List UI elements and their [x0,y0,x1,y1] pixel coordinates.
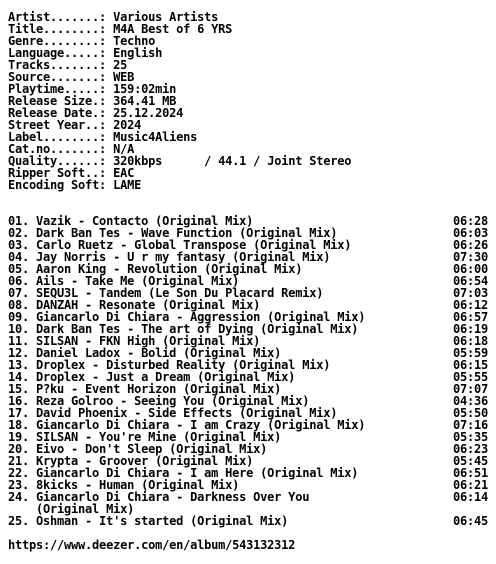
info-value: 320kbps / 44.1 / Joint Stereo [113,154,352,168]
track-duration: 06:26 [452,238,488,252]
info-value: N/A [113,142,135,156]
track-title: 18. Giancarlo Di Chiara - I am Crazy (Original Mix) [8,418,366,432]
info-label: Street Year..: [8,118,107,132]
info-value: Music4Aliens [113,130,198,144]
info-label: Playtime.....: [8,82,107,96]
track-title-continuation: (Original Mix) [8,502,135,516]
info-value: M4A Best of 6 YRS [113,22,233,36]
track-duration: 06:15 [452,358,488,372]
info-value: Techno [113,34,156,48]
track-duration: 05:45 [452,454,488,468]
release-info-document [8,11,490,551]
info-label: Encoding Soft: [8,178,107,192]
track-duration: 06:14 [452,490,488,504]
track-duration: 06:19 [452,322,488,336]
track-title: 02. Dark Ban Tes - Wave Function (Original Mix) [8,226,338,240]
track-duration: 07:03 [452,286,488,300]
track-title: 01. Vazik - Contacto (Original Mix) [8,214,254,228]
info-value: Various Artists [113,10,219,24]
track-duration: 05:50 [452,406,488,420]
track-duration: 07:07 [452,382,488,396]
info-value: EAC [113,166,135,180]
info-label: Language.....: [8,46,107,60]
track-title: 03. Carlo Ruetz - Global Transpose (Original Mix) [8,238,352,252]
info-label: Release Size.: [8,94,107,108]
track-duration: 06:45 [452,514,488,528]
info-value: 159:02min [113,82,177,96]
info-label: Ripper Soft..: [8,166,107,180]
track-duration: 07:30 [452,250,488,264]
track-duration: 06:18 [452,334,488,348]
info-value: 25.12.2024 [113,106,184,120]
track-duration: 06:21 [452,478,488,492]
track-title: 16. Reza Golroo - Seeing You (Original Mix) [8,394,310,408]
info-label: Title........: [8,22,107,36]
tracklist [8,215,490,527]
track-duration: 07:16 [452,418,488,432]
track-duration: 04:36 [452,394,488,408]
track-duration: 06:03 [452,226,488,240]
info-value: 2024 [113,118,142,132]
track-title: 13. Droplex - Disturbed Reality (Original Mix) [8,358,331,372]
release-info-block [8,11,490,191]
track-duration: 06:54 [452,274,488,288]
track-title: 08. DANZAH - Resonate (Original Mix) [8,298,261,312]
spacer [8,191,490,215]
track-row [8,515,490,527]
info-label: Cat.no.......: [8,142,107,156]
track-title: 12. Daniel Ladox - Bolid (Original Mix) [8,346,282,360]
track-title: 22. Giancarlo Di Chiara - I am Here (Original Mix) [8,466,359,480]
track-duration: 05:35 [452,430,488,444]
track-duration: 05:59 [452,346,488,360]
track-title: 09. Giancarlo Di Chiara - Aggression (Original Mix) [8,310,366,324]
track-title: 05. Aaron King - Revolution (Original Mix) [8,262,303,276]
track-title: 15. P?ku - Event Horizon (Original Mix) [8,382,282,396]
info-value: 364.41 MB [113,94,177,108]
track-title: 24. Giancarlo Di Chiara - Darkness Over You [8,490,310,504]
track-title: 19. SILSAN - You're Mine (Original Mix) [8,430,282,444]
info-label: Label........: [8,130,107,144]
info-label: Quality......: [8,154,107,168]
track-duration: 06:51 [452,466,488,480]
track-title: 20. Eivo - Don't Sleep (Original Mix) [8,442,268,456]
info-label: Artist.......: [8,10,107,24]
track-title: 11. SILSAN - FKN High (Original Mix) [8,334,261,348]
track-duration: 06:00 [452,262,488,276]
info-value: LAME [113,178,142,192]
info-label: Release Date.: [8,106,107,120]
info-value: English [113,46,163,60]
track-title: 14. Droplex - Just a Dream (Original Mix) [8,370,296,384]
track-title: 23. 8kicks - Human (Original Mix) [8,478,240,492]
track-title: 07. SEQU3L - Tandem (Le Son Du Placard Remix) [8,286,324,300]
info-row [8,179,490,191]
track-duration: 05:55 [452,370,488,384]
track-title: 21. Krypta - Groover (Original Mix) [8,454,254,468]
track-title: 25. Oshman - It's started (Original Mix) [8,514,289,528]
info-value: 25 [113,58,128,72]
track-title: 06. Ails - Take Me (Original Mix) [8,274,240,288]
info-label: Tracks.......: [8,58,107,72]
info-label: Source.......: [8,70,107,84]
track-duration: 06:12 [452,298,488,312]
track-title: 17. David Phoenix - Side Effects (Original Mix) [8,406,338,420]
track-duration: 06:28 [452,214,488,228]
album-url[interactable]: https://www.deezer.com/en/album/543132312 [8,538,296,552]
track-duration: 06:57 [452,310,488,324]
track-title: 10. Dark Ban Tes - The art of Dying (Original Mix) [8,322,359,336]
track-title: 04. Jay Norris - U r my fantasy (Original Mix) [8,250,331,264]
info-value: WEB [113,70,135,84]
track-duration: 06:23 [452,442,488,456]
info-label: Genre........: [8,34,107,48]
